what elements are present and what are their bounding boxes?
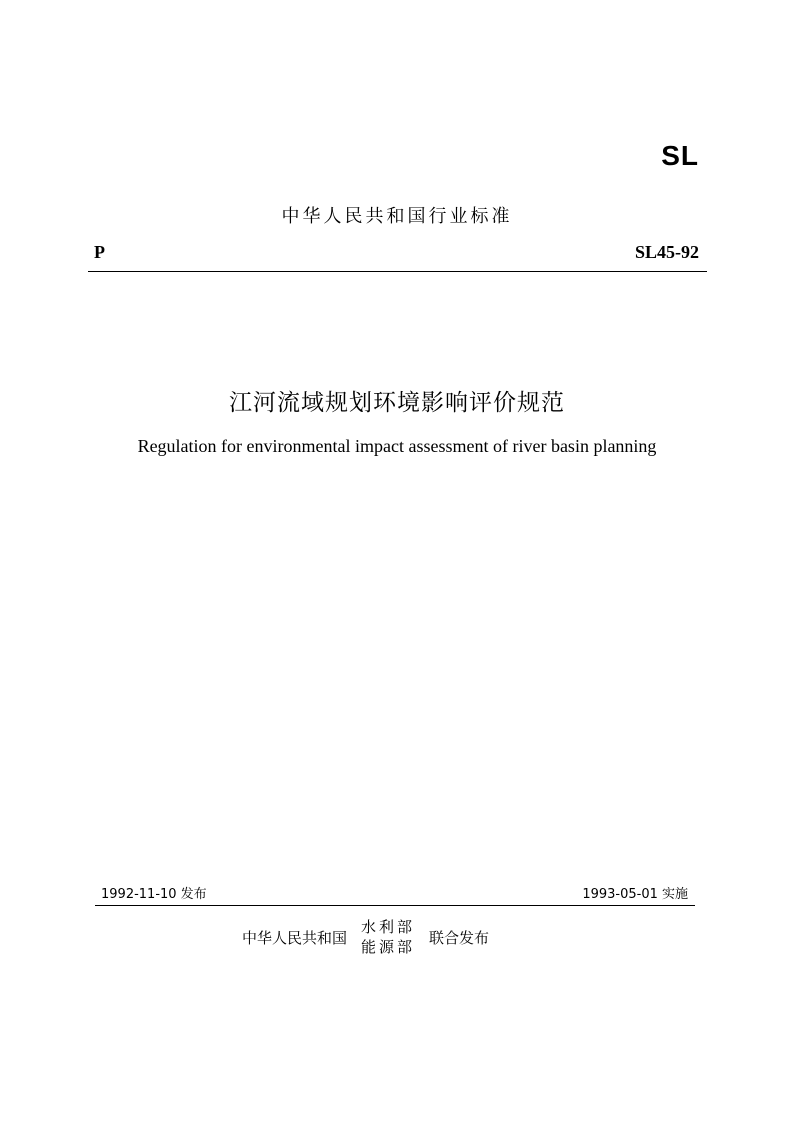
ministry-energy: 能源部	[361, 938, 416, 956]
implementation-date: 1993-05-01 实施	[582, 887, 688, 902]
classification-code: P	[94, 242, 105, 262]
standard-type-heading: 中华人民共和国行业标准	[281, 206, 513, 227]
issue-date: 1992-11-10 发布	[101, 887, 207, 902]
publisher-action: 联合发布	[429, 928, 490, 947]
header-divider	[88, 271, 707, 272]
publisher-country: 中华人民共和国	[242, 928, 348, 947]
footer-divider	[95, 905, 695, 906]
sl-standard-mark: SL	[661, 140, 699, 171]
publisher-ministries	[361, 917, 415, 957]
document-title-chinese: 江河流域规划环境影响评价规范	[229, 390, 565, 416]
publisher-block	[242, 917, 489, 957]
standard-number: SL45-92	[634, 242, 699, 262]
document-title-english: Regulation for environmental impact assessment of river basin planning	[137, 436, 657, 456]
ministry-water-resources: 水利部	[361, 918, 416, 936]
